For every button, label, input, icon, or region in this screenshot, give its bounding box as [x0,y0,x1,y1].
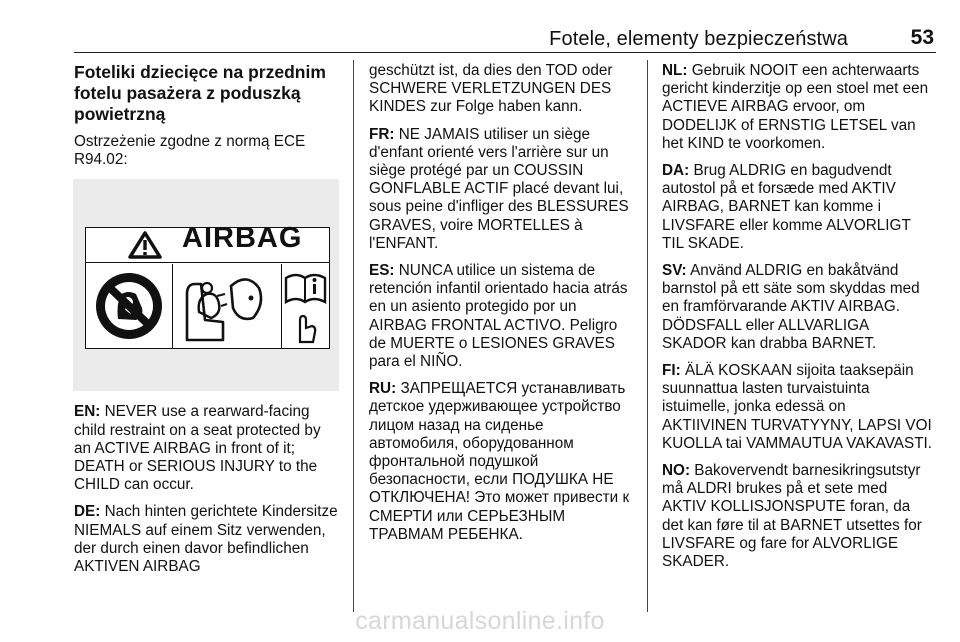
airbag-seat-cell [173,264,282,348]
lang-code-ru: RU: [369,380,397,398]
airbag-warning-figure [73,179,339,391]
lang-code-nl: NL: [662,62,688,79]
warning-text-no: Bakovervendt barnesikringsutstyr må ALDRI brukes på et sete med AKTIV KOLLISJONSPUTE foran, da det kan føre til at BARNET utsettes for LIVSFARE og fare for ALVORLIGE SKADER. [662,462,922,571]
watermark: carmanualsonline.info [355,607,605,635]
warning-ru [369,380,635,544]
warning-text-fi: ÄLÄ KOSKAAN sijoita taaksepäin suunnattua lasten turvaistuinta istuimelle, jonka edessä on AKTIIVINEN TURVATYYNY, LAPSI VOI KUOLLA tai VAMMAUTUA VAKAVASTI. [662,362,933,452]
label-header [86,222,329,263]
warning-text-fr: NE JAMAIS utiliser un siège d'enfant orienté vers l'arrière sur un siège protégé par un COUSSIN GONFLABLE ACTIF placé devant lui, sous peine d'infliger des BLESSURES GRAVES, voire MORTELLES à l'ENFANT. [369,125,629,252]
lang-code-fr: FR: [369,125,395,143]
warning-text-sv: Använd ALDRIG en bakåtvänd barnstol på ett säte som skyddas med en framförvarande AKTIV AIRBAG. DÖDSFALL eller ALLVARLIGA SKADOR kan drabba BARNET. [662,262,920,352]
page-number: 53 [910,26,934,49]
lang-code-en: EN: [74,403,101,421]
warning-text-ru: ЗАПРЕЩАЕТСЯ устанавливать детское удерживающее устройство лицом назад на сиденье автомобиля, оборудованном фронтальной подушкой безопасности, если ПОДУШКА НЕ ОТКЛЮЧЕНА! Это может привести к СМЕРТИ или СЕРЬЕЗНЫМ ТРАВМАМ РЕБЕНКА. [369,380,630,543]
lang-code-es: ES: [369,262,395,280]
lang-code-fi: FI: [662,362,681,380]
airbag-warning-label [85,222,330,349]
norm-subtitle: Ostrzeżenie zgodne z normą ECE R94.02: [74,133,306,169]
warning-en [74,403,340,494]
warning-sv [662,262,934,353]
warning-no [662,462,934,571]
warning-text-da: Brug ALDRIG en bagudvendt autostol på et forsæde med AKTIV AIRBAG, BARNET kan komme i LIVSFARE eller komme ALVORLIGT TIL SKADE. [662,162,911,252]
manual-cell [282,264,329,348]
column-3 [662,62,934,580]
warning-nl [662,62,934,153]
lang-code-da: DA: [662,162,690,180]
warning-fi [662,362,934,453]
warning-text-nl: Gebruik NOOIT een achterwaarts gericht kinderzitje op een stoel met een ACTIEVE AIRBAG ervoor, om DODELIJK of ERNSTIG LETSEL van het KIND te voorkomen. [662,62,929,152]
warning-es [369,262,635,371]
lang-code-no: NO: [662,462,691,480]
column-divider [647,60,648,612]
warning-fr [369,126,635,253]
section-title: Foteliki dziecięce na przednim fotelu pasażera z poduszką powietrzną [74,62,326,124]
column-divider [353,60,354,612]
warning-text-en: NEVER use a rearward-facing child restraint on a seat protected by an ACTIVE AIRBAG in front of it; DEATH or SERIOUS INJURY to the CHILD can occur. [74,403,321,494]
no-rear-facing-child-seat-icon [86,264,172,348]
label-title: AIRBAG [182,222,303,255]
column-2 [369,62,635,553]
warning-de [74,503,340,576]
prohibition-cell [86,264,173,348]
warning-text-de: Nach hinten gerichtete Kindersitze NIEMALS auf einem Sitz verwenden, der durch einen davor befindlichen AKTIVEN AIRBAG [74,503,338,576]
warning-text-es: NUNCA utilice un sistema de retención infantil orientado hacia atrás en un asiento protegido por un AIRBAG FRONTAL ACTIVO. Peligro de MUERTE o LESIONES GRAVES para el NIÑO. [369,262,628,371]
warning-da [662,162,934,253]
column-1 [74,62,340,585]
lang-code-sv: SV: [662,262,687,280]
airbag-deploy-seat-icon [173,264,281,348]
lang-code-de: DE: [74,503,101,521]
manual-book-icon [282,264,329,348]
page-header [74,28,936,53]
warning-de-continued: geschützt ist, da dies den TOD oder SCHWERE VERLETZUNGEN DES KINDES zur Folge haben kann. [369,62,613,116]
warning-triangle-icon [128,231,162,259]
header-title: Fotele, elementy bezpieczeństwa [549,28,848,50]
